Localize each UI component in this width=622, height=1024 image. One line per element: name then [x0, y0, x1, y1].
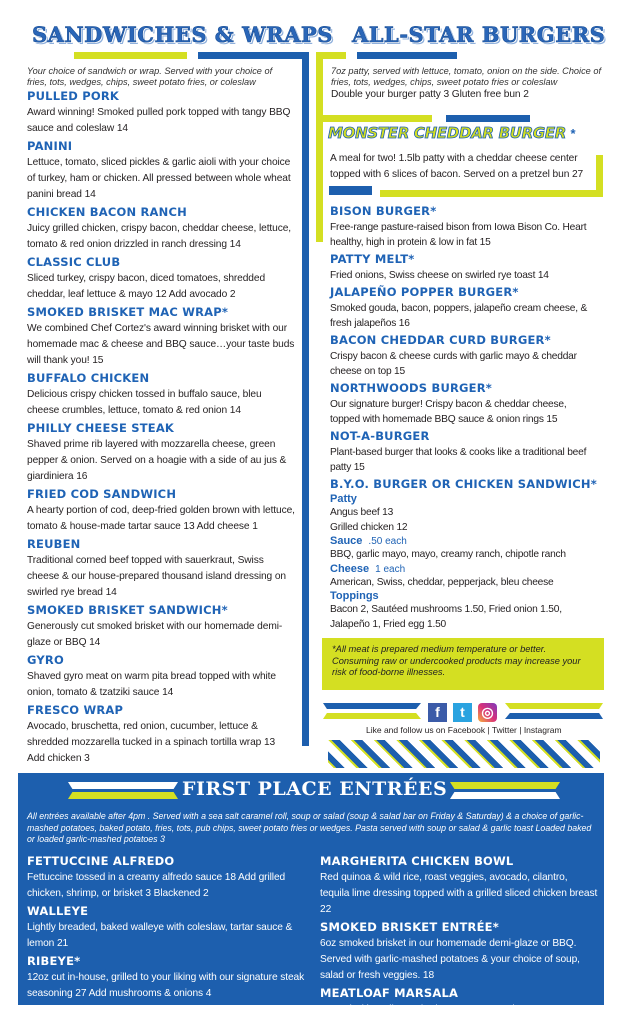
burgers-column [330, 203, 598, 690]
menu-item [27, 204, 295, 253]
menu-item [27, 536, 295, 601]
cheese-options: American, Swiss, cheddar, pepperjack, bleu cheese [330, 576, 554, 588]
menu-item-name: NORTHWOODS BURGER* [330, 381, 493, 395]
menu-item-desc: Served with garlic-mashed potatoes & veggies 17 [320, 1004, 539, 1015]
menu-item [27, 853, 307, 902]
menu-item [320, 985, 598, 1018]
disclaimer-box [322, 638, 604, 690]
menu-item [330, 284, 598, 331]
menu-item-desc: 6oz smoked brisket in our homemade demi-glaze or BBQ. Served with garlic-mashed potatoes & your choice of soup, salad or fresh veggies. 18 [320, 938, 580, 981]
byo-section [330, 476, 598, 632]
cheese-price: 1 each [375, 563, 406, 575]
menu-item-desc: Delicious crispy chicken tossed in buffalo sauce, bleu cheese crumbles, lettuce, tomato & red onion 14 [27, 389, 262, 416]
menu-item-desc: Fried onions, Swiss cheese on swirled rye toast 14 [330, 270, 549, 281]
menu-item-desc: We combined Chef Cortez's award winning brisket with our homemade mac & cheese and BBQ sauce…your taste buds will thank you! 15 [27, 323, 295, 366]
burgers-intro: 7oz patty, served with lettuce, tomato, onion on the side. Choice of fries, tots, wedges, chips, sweet potato fries or coleslaw [331, 66, 601, 87]
menu-item-name: CLASSIC CLUB [27, 255, 121, 269]
sandwiches-intro: Your choice of sandwich or wrap. Served with your choice of fries, tots, wedges, chips, sweet potato fries, or coleslaw [27, 66, 273, 87]
menu-item-desc: Smoked gouda, bacon, poppers, jalapeño cream cheese, & fresh jalapeños 16 [330, 303, 588, 329]
divider [357, 52, 457, 59]
patty-label: Patty [330, 493, 357, 505]
menu-item [320, 853, 598, 918]
menu-item-name: FRESCO WRAP [27, 703, 124, 717]
menu-item [27, 602, 295, 651]
menu-item-name: SMOKED BRISKET SANDWICH* [27, 603, 228, 617]
toppings-options: Bacon 2, Sautéed mushrooms 1.50, Fried onion 1.50, Jalapeño 1, Fried egg 1.50 [330, 604, 562, 630]
facebook-icon[interactable]: f [428, 703, 447, 722]
banner-stripe [505, 713, 603, 719]
sauce-label-text: Sauce [330, 535, 363, 547]
menu-item-name: BACON CHEDDAR CURD BURGER* [330, 333, 551, 347]
menu-item [27, 304, 295, 369]
banner-stripe [68, 792, 178, 799]
burger-addons: Double your burger patty 3 Gluten free bun 2 [331, 89, 529, 100]
sauce-label [330, 535, 598, 548]
entrees-intro: All entrées available after 4pm . Served with a sea salt caramel roll, soup or salad (soup & salad bar on Friday & Saturday) & a choice of garlic-mashed potatoes, baked potato, fries, tots, pub chips, sweet potato fries or wedges. Pasta served with soup or salad & garlic toast Loaded baked or loaded garlic-mashed potatoes 3 [27, 811, 592, 844]
menu-item-name: CHICKEN BACON RANCH [27, 205, 187, 219]
entrees-section [18, 773, 604, 1015]
menu-item [27, 370, 295, 419]
sauce-price: .50 each [368, 536, 407, 547]
menu-item [27, 420, 295, 485]
menu-item-name: BISON BURGER* [330, 204, 437, 218]
menu-item-name: PULLED PORK [27, 89, 119, 103]
menu-item [330, 380, 598, 427]
divider [446, 115, 530, 122]
burgers-title: ALL-STAR BURGERS [352, 22, 606, 47]
menu-item-name: BUFFALO CHICKEN [27, 371, 150, 385]
menu-item-name: MEATLOAF MARSALA [320, 986, 459, 1000]
sandwiches-list [27, 88, 295, 768]
menu-item [330, 428, 598, 475]
menu-item-desc: Crispy bacon & cheese curds with garlic mayo & cheddar cheese on top 15 [330, 351, 577, 377]
monster-burger-name: MONSTER CHEDDAR BURGER [328, 124, 567, 142]
social-text: Like and follow us on Facebook | Twitter | Instagram [366, 725, 562, 735]
menu-item-name: RIBEYE* [27, 954, 81, 968]
divider [329, 186, 372, 195]
banner-stripe [68, 782, 178, 789]
menu-item-desc: Plant-based burger that looks & cooks like a traditional beef patty 15 [330, 447, 587, 473]
menu-item-name: FETTUCCINE ALFREDO [27, 854, 175, 868]
menu-item-desc: Generously cut smoked brisket with our homemade demi-glaze or BBQ 14 [27, 621, 283, 648]
menu-item-desc: Free-range pasture-raised bison from Iowa Bison Co. Heart healthy, high in protein & low in fat 15 [330, 222, 587, 248]
banner-stripe [323, 713, 421, 719]
entrees-right-list [320, 853, 598, 1019]
menu-item-name: PANINI [27, 139, 73, 153]
menu-item-desc: Lettuce, tomato, sliced pickles & garlic aioli with your choice of turkey, ham or chicken. All pressed between whole wheat panini bread 14 [27, 157, 291, 200]
menu-item-desc: Juicy grilled chicken, crispy bacon, cheddar cheese, lettuce, tomato & red onion drizzled in ranch dressing 14 [27, 223, 292, 250]
social-icons [428, 703, 497, 722]
divider [74, 52, 187, 59]
banner-stripe [450, 782, 560, 789]
menu-item-desc: A hearty portion of cod, deep-fried golden brown with lettuce, tomato & house-made tartar sauce 13 Add cheese 1 [27, 505, 295, 532]
banner-stripe [505, 703, 603, 709]
burgers-list [330, 203, 598, 475]
menu-item-desc: Traditional corned beef topped with sauerkraut, Swiss cheese & our house-prepared thousand island dressing on swirled rye bread 14 [27, 555, 286, 598]
byo-heading: B.Y.O. BURGER OR CHICKEN SANDWICH* [330, 477, 597, 491]
menu-item-name: PHILLY CHEESE STEAK [27, 421, 175, 435]
banner-stripe [450, 792, 560, 799]
menu-item-desc: Lightly breaded, baked walleye with coleslaw, tartar sauce & lemon 21 [27, 922, 293, 949]
menu-item [27, 953, 307, 1002]
sauce-options: BBQ, garlic mayo, mayo, creamy ranch, chipotle ranch [330, 549, 566, 560]
menu-item [27, 486, 295, 535]
menu-item-desc: Sliced turkey, crispy bacon, diced tomatoes, shredded cheddar, leaf lettuce & mayo 12 Add avocado 2 [27, 273, 266, 300]
menu-item [27, 254, 295, 303]
divider [316, 115, 432, 122]
menu-item-desc: Red quinoa & wild rice, roast veggies, avocado, cilantro, tequila lime dressing topped with a grilled sliced chicken breast 22 [320, 872, 598, 915]
menu-item [330, 332, 598, 379]
divider [198, 52, 308, 59]
menu-item-name: SMOKED BRISKET MAC WRAP* [27, 305, 229, 319]
menu-item-desc: Avocado, bruschetta, red onion, cucumber, lettuce & shredded mozzarella tucked in a spinach tortilla wrap 13 Add chicken 3 [27, 721, 276, 764]
menu-item-name: WALLEYE [27, 904, 89, 918]
cheese-label-text: Cheese [330, 562, 370, 575]
menu-item-desc: 12oz cut in-house, grilled to your liking with our signature steak seasoning 27 Add mushrooms & onions 4 [27, 972, 305, 999]
menu-item-name: JALAPEÑO POPPER BURGER* [330, 285, 519, 299]
menu-item-desc: Fettuccine tossed in a creamy alfredo sauce 18 Add grilled chicken, shrimp, or brisket 3 Blackened 2 [27, 872, 286, 899]
cheese-label [330, 563, 598, 576]
menu-item-desc: Shaved gyro meat on warm pita bread topped with white onion, tomato & tzatziki sauce 14 [27, 671, 276, 698]
divider [380, 190, 603, 197]
patty-option: Angus beef 13 [330, 507, 394, 518]
monster-burger-star: * [570, 126, 576, 141]
menu-item [27, 702, 295, 767]
decorative-stripes [328, 740, 600, 768]
menu-item [27, 652, 295, 701]
menu-item-name: MARGHERITA CHICKEN BOWL [320, 854, 514, 868]
menu-item [27, 88, 295, 137]
menu-item [27, 138, 295, 203]
toppings-label: Toppings [330, 590, 379, 602]
menu-item [330, 203, 598, 250]
disclaimer: *All meat is prepared medium temperature or better. Consuming raw or undercooked products may increase your risk of food-borne illnesses. [332, 644, 581, 677]
monster-burger-desc: A meal for two! 1.5lb patty with a cheddar cheese center topped with 6 slices of bacon. Served on a pretzel bun 27 [330, 153, 584, 180]
menu-item-name: NOT-A-BURGER [330, 429, 430, 443]
entrees-title: FIRST PLACE ENTRÉES [182, 778, 448, 800]
menu-item-desc: Our signature burger! Crispy bacon & cheddar cheese, topped with homemade BBQ sauce & onion rings 15 [330, 399, 567, 425]
menu-item [330, 251, 598, 283]
menu-item-name: SMOKED BRISKET ENTRÉE* [320, 920, 499, 934]
entrees-left-list [27, 853, 307, 1003]
column-divider [302, 52, 309, 746]
menu-item-name: REUBEN [27, 537, 81, 551]
menu-item [27, 903, 307, 952]
menu-item-desc: Award winning! Smoked pulled pork topped with tangy BBQ sauce and coleslaw 14 [27, 107, 291, 134]
banner-stripe [323, 703, 421, 709]
menu-item-name: FRIED COD SANDWICH [27, 487, 177, 501]
menu-item-desc: Shaved prime rib layered with mozzarella cheese, green pepper & onion. Served on a hoagie with a side of au jus & giardiniera 16 [27, 439, 287, 482]
twitter-icon[interactable]: t [453, 703, 472, 722]
instagram-icon[interactable]: ◎ [478, 703, 497, 722]
monster-burger-heading [328, 124, 576, 143]
menu-item [320, 919, 598, 984]
patty-option: Grilled chicken 12 [330, 521, 408, 533]
menu-item-name: GYRO [27, 653, 64, 667]
menu-item-name: PATTY MELT* [330, 252, 415, 266]
sandwiches-title: SANDWICHES & WRAPS [32, 22, 333, 47]
divider [316, 52, 323, 242]
